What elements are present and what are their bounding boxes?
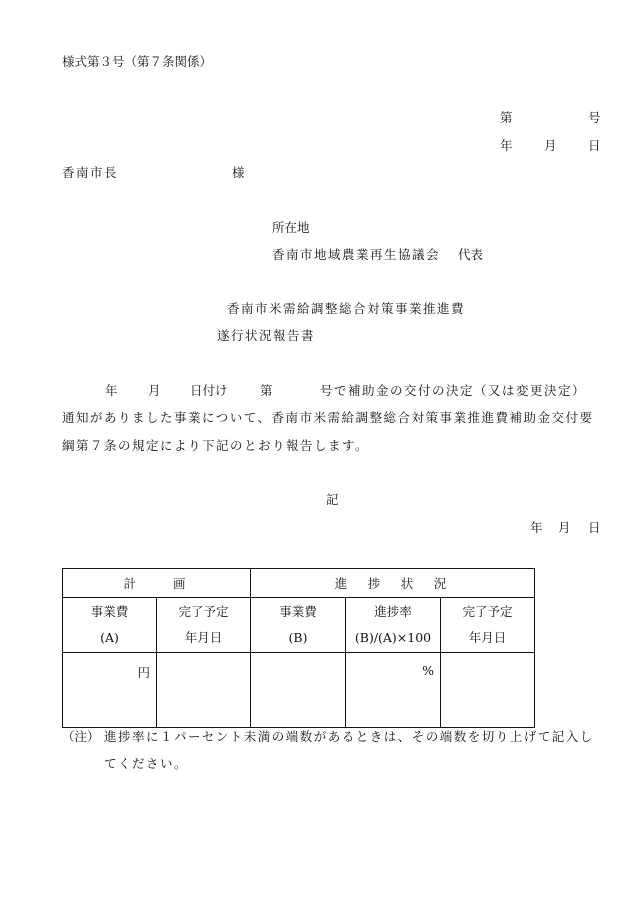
title-line2: 遂行状況報告書 <box>217 328 316 343</box>
cell-plan-completion[interactable] <box>157 653 251 728</box>
cell-plan-cost[interactable] <box>63 653 157 728</box>
doc-date-day: 日 <box>588 138 601 153</box>
progress-table <box>62 568 535 728</box>
cell-progress-rate[interactable] <box>346 653 441 728</box>
body-decision: 号で補助金の交付の決定（又は変更決定） <box>320 383 587 398</box>
title-line1: 香南市米需給調整総合対策事業推進費 <box>227 301 466 316</box>
body-year: 年 <box>105 383 118 398</box>
doc-date-month: 月 <box>544 138 557 153</box>
col-progress-completion: 完了予定 年月日 <box>441 598 535 653</box>
form-label: 様式第３号（第７条関係） <box>62 54 213 69</box>
sender-address-label: 所在地 <box>272 220 310 235</box>
note-line1: 進捗率に１パーセント未満の端数があるときは、その端数を切り上げて記入し <box>104 729 594 744</box>
addressee-honorific: 様 <box>232 165 245 180</box>
col-progress-rate: 進捗率 (B)/(A)×100 <box>346 598 441 653</box>
col-progress-cost: 事業費 (B) <box>251 598 346 653</box>
body-line3: 綱第７条の規定により下記のとおり報告します。 <box>62 438 370 453</box>
percent-unit: % <box>422 663 435 678</box>
doc-date-year: 年 <box>500 138 513 153</box>
doc-no-dai: 第 <box>500 110 513 125</box>
body-dai: 第 <box>260 383 273 398</box>
col-plan-cost: 事業費 (A) <box>63 598 157 653</box>
body-month: 月 <box>148 383 161 398</box>
report-date-month: 月 <box>558 520 571 535</box>
cell-progress-completion[interactable] <box>441 653 535 728</box>
plan-header: 計 画 <box>63 569 251 598</box>
sender-rep: 代表 <box>458 247 484 262</box>
yen-unit: 円 <box>137 665 150 680</box>
sender-org: 香南市地域農業再生協議会 <box>272 247 441 262</box>
addressee-name: 香南市長 <box>62 165 119 180</box>
report-date-year: 年 <box>530 520 543 535</box>
note-line2: てください。 <box>104 756 189 771</box>
note-label: （注） <box>62 729 100 744</box>
body-line2: 通知がありました事業について、香南市米需給調整総合対策事業推進費補助金交付要 <box>62 410 594 425</box>
body-day: 日付け <box>190 383 228 398</box>
doc-no-go: 号 <box>588 110 601 125</box>
progress-header: 進 捗 状 況 <box>251 569 535 598</box>
report-date-day: 日 <box>588 520 601 535</box>
ki: 記 <box>326 492 339 507</box>
cell-progress-cost[interactable] <box>251 653 346 728</box>
col-plan-completion: 完了予定 年月日 <box>157 598 251 653</box>
